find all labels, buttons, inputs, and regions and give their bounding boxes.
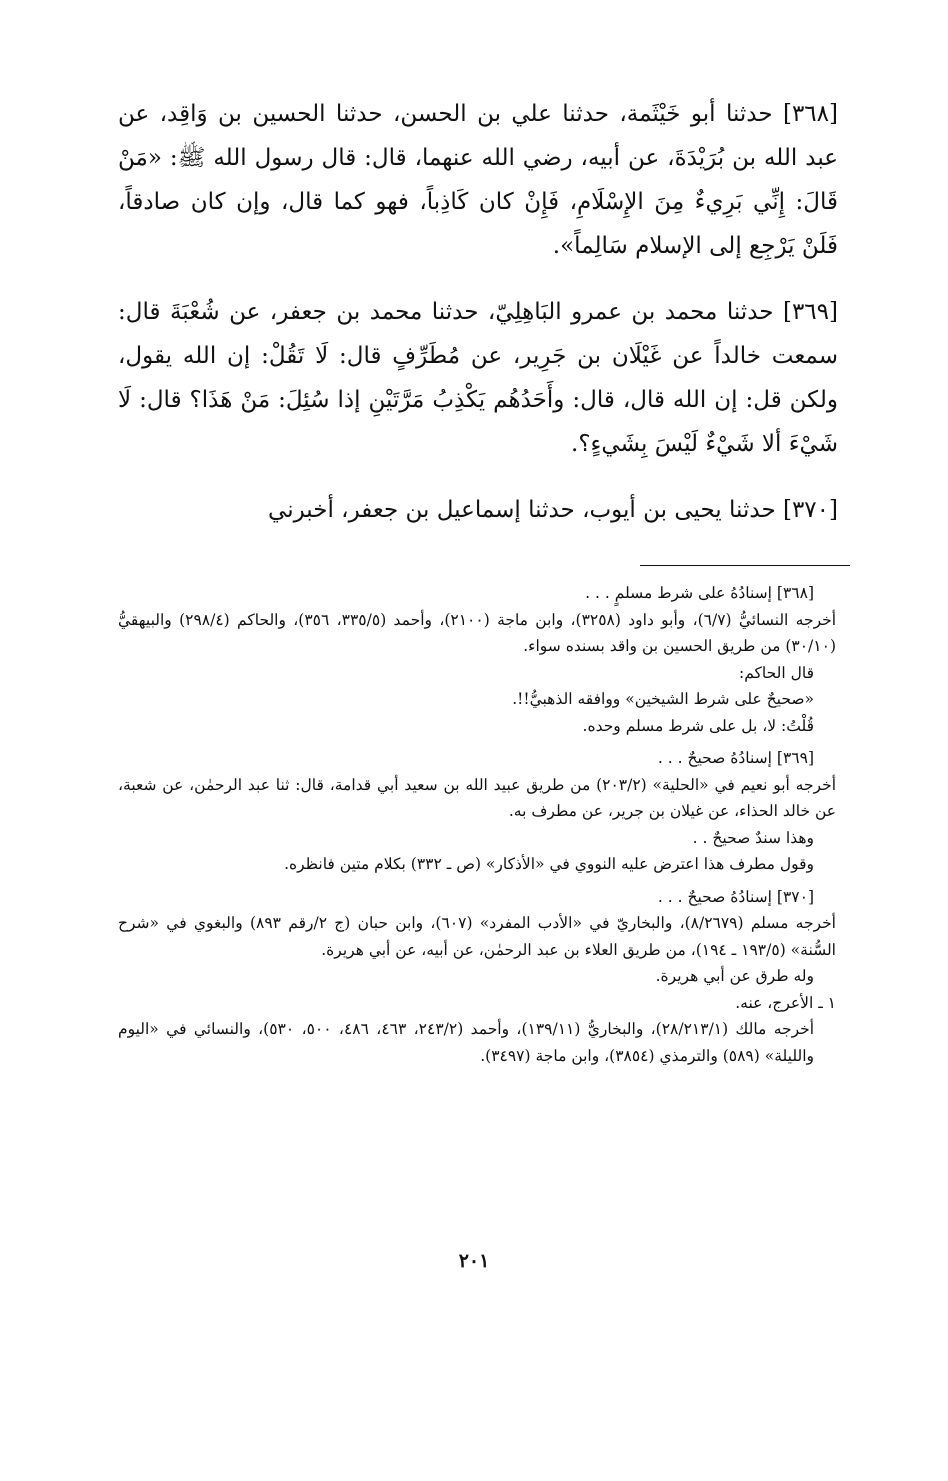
footnote-368-qultu: قُلْتُ: لا، بل على شرط مسلم وحده. xyxy=(582,716,814,735)
footnote-369-sanad: وهذا سندٌ صحيحٌ . . xyxy=(692,828,814,847)
footnote-370-head: [٣٧٠] إسنادُهُ صحيحٌ . . . xyxy=(657,887,814,906)
footnote-369-nawawi: وقول مطرف هذا اعترض عليه النووي في «الأذكار» (ص ـ ٣٣٢) بكلام متين فانظره. xyxy=(284,855,814,873)
footnote-368-head: [٣٦٨] إسنادُهُ على شرط مسلمٍ . . . xyxy=(585,584,814,602)
hadith-369: [٣٦٩] حدثنا محمد بن عمرو البَاهِلِيّ، حدثنا محمد بن جعفر، عن شُعْبَةَ قال: سمعت خالداً عن غَيْلَان بن جَرِير، عن مُطَرِّفٍ قال: لَا تَقُلْ: إن الله يقول، ولكن قل: إن الله قال، قال: وأَحَدُهُم يَكْذِبُ مَرَّتَيْنِ إذا سُئِلَ: مَنْ هَذَا؟ قال: لَا شَيْءَ ألا شَيْءٌ لَيْسَ بِشَيءٍ؟. xyxy=(118,299,839,457)
footnote-370-malik: أخرجه مالك (٢٨/٢١٣/١)، والبخاريُّ (١٣٩/١١)، وأحمد (٢٤٣/٢، ٤٦٣، ٤٨٦، ٥٠٠، ٥٣٠)، والنسائي في «اليوم والليلة» (٥٨٩) والترمذي (٣٨٥٤)، وابن ماجة (٣٤٩٧). xyxy=(118,1020,815,1065)
footnote-369-takhrij: أخرجه أبو نعيم في «الحلية» (٢٠٣/٢) من طريق عبيد الله بن سعيد أبي قدامة، قال: ثنا عبد الرحمٰن، عن شعبة، عن خالد الحذاء، عن غيلان بن جرير، عن مطرف به. xyxy=(118,775,836,820)
footnote-369-head: [٣٦٩] إسنادُهُ صحيحٌ . . . xyxy=(657,749,814,767)
footnote-370-takhrij: أخرجه مسلم (٨/٢٦٧٩)، والبخاريّ في «الأدب المفرد» (٦٠٧)، وابن حبان (ج ٢/رقم ٨٩٣) والبغوي في «شرح السُّنة» (١٩٣/٥ ـ ١٩٤)، من طريق العلاء بن عبد الرحمٰن، عن أبيه، عن أبي هريرة. xyxy=(118,914,836,959)
footnote-370-turuq: وله طرق عن أبي هريرة. xyxy=(655,967,814,985)
hadith-370: [٣٧٠] حدثنا يحيى بن أيوب، حدثنا إسماعيل بن جعفر، أخبرني xyxy=(268,497,838,523)
footnote-368-sahih: «صحيحٌ على شرط الشيخين» ووافقه الذهبيُّ!!. xyxy=(512,690,814,708)
hadith-368: [٣٦٨] حدثنا أبو خَيْثَمة، حدثنا علي بن الحسن، حدثنا الحسين بن وَاقِد، عن عبد الله بن بُرَيْدَةَ، عن أبيه، رضي الله عنهما، قال: قال رسول الله ﷺ: «مَنْ قَالَ: إِنِّي بَرِيءٌ مِنَ الإِسْلَامِ، فَإِنْ كان كَاذِباً، فهو كما قال، وإن كان صادقاً، فَلَنْ يَرْجِع إلى الإسلام سَالِماً». xyxy=(118,101,838,259)
footnotes xyxy=(118,580,836,1069)
footnote-368-takhrij: أخرجه النسائيُّ (٦/٧)، وأبو داود (٣٢٥٨)، وابن ماجة (٢١٠٠)، وأحمد (٣٣٥/٥، ٣٥٦)، والحاكم (٢٩٨/٤) والبيهقيُّ (٣٠/١٠) من طريق الحسين بن واقد بسنده سواء. xyxy=(118,610,837,655)
page-number: ٢٠١ xyxy=(458,1250,490,1272)
footnote-368-hakim: قال الحاكم: xyxy=(739,663,814,682)
main-text xyxy=(118,92,838,554)
footnote-separator xyxy=(640,565,850,566)
footnote-370-aaraj: ١ ـ الأعرج، عنه. xyxy=(735,993,836,1012)
